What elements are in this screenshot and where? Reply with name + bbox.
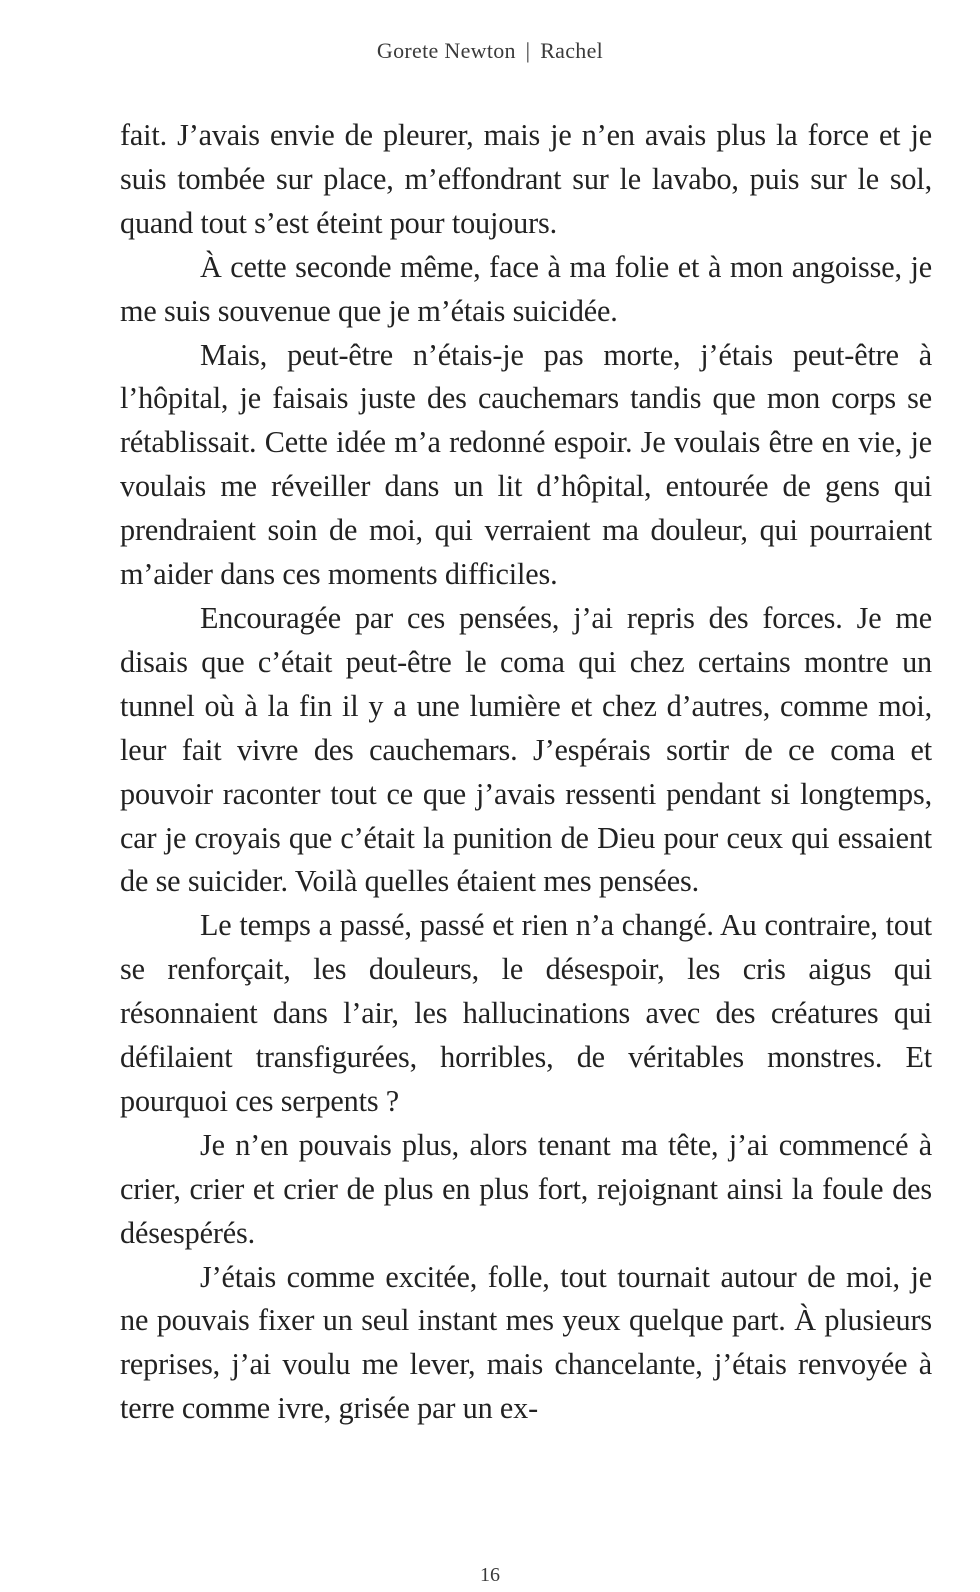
running-header [0,38,980,64]
header-author: Gorete Newton [376,38,516,63]
paragraph: Mais, peut-être n’étais-je pas morte, j’étais peut-être à l’hôpital, je faisais juste des cauchemars tandis que mon corps se rétablissait. Cette idée m’a redonné espoir. Je voulais être en vie, je voulais me réveiller dans un lit d’hôpital, entourée de gens qui prendraient soin de moi, qui verraient ma douleur, qui pourraient m’aider dans ces moments difficiles. [120,337,932,592]
header-separator: | [525,38,531,63]
page-body [120,114,932,1431]
paragraph-continuation: fait. J’avais envie de pleurer, mais je n’en avais plus la force et je suis tombée sur place, m’effondrant sur le lavabo, puis sur le sol, quand tout s’est éteint pour toujours. [120,118,932,240]
paragraph: À cette seconde même, face à ma folie et à mon angoisse, je me suis souvenue que je m’étais suicidée. [120,249,932,328]
paragraph: Encouragée par ces pensées, j’ai repris des forces. Je me disais que c’était peut-être le coma qui chez certains montre un tunnel où à la fin il y a une lumière et chez d’autres, comme moi, leur fait vivre des cauchemars. J’espérais sortir de ce coma et pouvoir raconter tout ce que j’avais ressenti pendant si longtemps, car je croyais que c’était la punition de Dieu pour ceux qui essaient de se suicider. Voilà quelles étaient mes pensées. [120,600,932,899]
header-title: Rachel [540,38,604,63]
paragraph: Le temps a passé, passé et rien n’a changé. Au contraire, tout se renforçait, les douleurs, le désespoir, les cris aigus qui résonnaient dans l’air, les hallucinations avec des créatures qui défilaient transfigurées, horribles, de véritables monstres. Et pourquoi ces serpents ? [120,908,932,1118]
page-number: 16 [480,1564,500,1586]
paragraph: Je n’en pouvais plus, alors tenant ma tête, j’ai commencé à crier, crier et crier de plus en plus fort, rejoignant ainsi la foule des désespérés. [120,1127,932,1250]
paragraph: J’étais comme excitée, folle, tout tournait autour de moi, je ne pouvais fixer un seul instant mes yeux quelque part. À plusieurs reprises, j’ai voulu me lever, mais chancelante, j’étais renvoyée à terre comme ivre, grisée par un ex- [120,1259,932,1426]
